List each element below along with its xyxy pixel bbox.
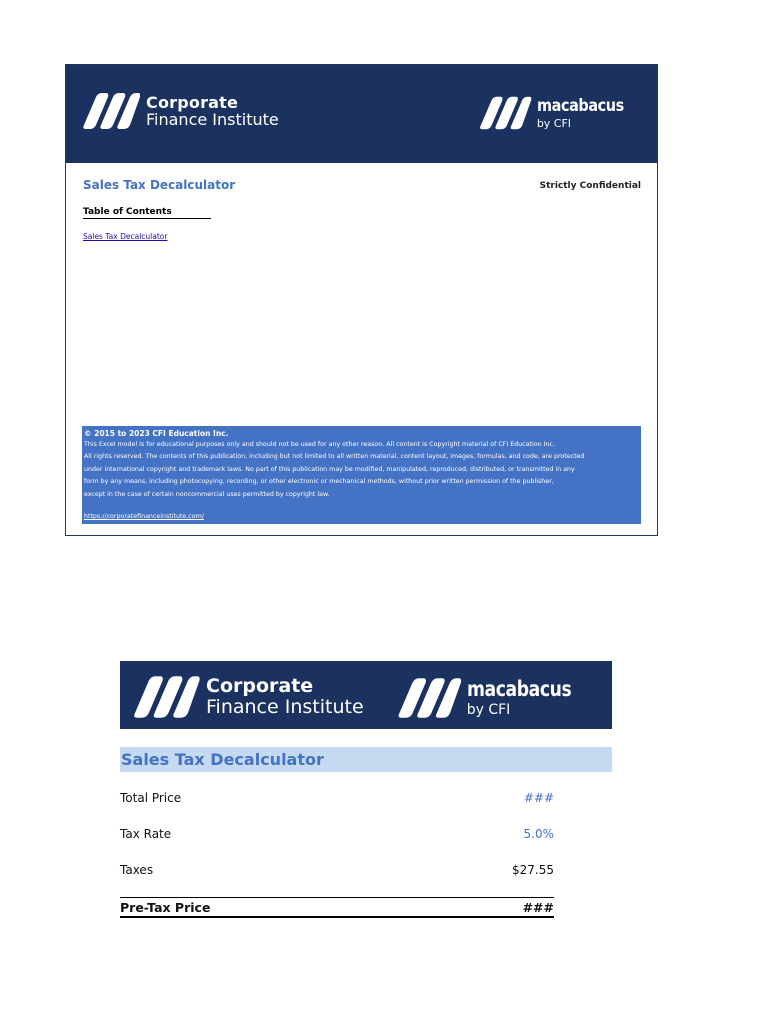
copyright-line: under international copyright and trademark laws. No part of this publication may be modified, manipulated, reproduced, distributed, or transmitted in any: [84, 465, 575, 473]
macabacus-logo: [395, 676, 594, 720]
cfi-logo: [82, 91, 279, 131]
copyright-line: form by any means, including photocopying, recording, or other electronic or mechanical methods, without prior written permission of the publisher,: [84, 478, 554, 486]
toc-link-sales-tax-decalculator[interactable]: Sales Tax Decalculator: [83, 232, 168, 241]
macabacus-stripes-icon: [477, 95, 533, 131]
cfi-logo-line1: Corporate: [146, 92, 239, 112]
taxes-value: $27.55: [512, 863, 554, 877]
copyright-footer: [82, 426, 641, 524]
tax-rate-input[interactable]: 5.0%: [523, 827, 554, 841]
tax-rate-row: [120, 827, 554, 841]
macabacus-logo-line2: by CFI: [536, 116, 572, 130]
calculator-sheet: [120, 661, 612, 921]
cfi-stripes-icon: [82, 91, 140, 131]
copyright-line: This Excel model is for educational purposes only and should not be used for any other reason. All content is Copyright material of CFI Education Inc.: [84, 441, 555, 448]
taxes-row: [120, 863, 554, 877]
pre-tax-price-row: [120, 897, 554, 918]
cfi-logo-line1: Corporate: [206, 675, 314, 697]
macabacus-logo-line1: macabacus: [466, 677, 572, 701]
cfi-logo: [132, 674, 364, 720]
macabacus-logo: [477, 95, 639, 131]
macabacus-stripes-icon: [395, 676, 463, 720]
calculator-title: Sales Tax Decalculator: [120, 747, 612, 772]
copyright-line: All rights reserved. The contents of this publication, including but not limited to all written material, content layout, images, formulas, and code, are protected: [84, 453, 585, 461]
cfi-stripes-icon: [132, 674, 200, 720]
tax-rate-label: Tax Rate: [120, 827, 172, 841]
total-price-input[interactable]: ###: [523, 791, 554, 805]
cfi-website-link[interactable]: https://corporatefinanceinstitute.com/: [84, 513, 204, 521]
cfi-logo-line2: Finance Institute: [206, 696, 364, 718]
pre-tax-price-value: ###: [522, 899, 554, 915]
toc-heading: Table of Contents: [83, 207, 211, 219]
pre-tax-price-label: Pre-Tax Price: [120, 899, 211, 915]
cover-banner: [66, 65, 657, 163]
confidentiality-label: Strictly Confidential: [539, 181, 641, 191]
cover-sheet: [65, 64, 658, 536]
copyright-line: except in the case of certain noncommercial uses permitted by copyright law.: [84, 490, 330, 498]
calculator-banner: [120, 661, 612, 729]
cfi-logo-line2: Finance Institute: [146, 109, 279, 129]
macabacus-logo-line1: macabacus: [536, 95, 624, 116]
total-price-label: Total Price: [120, 791, 182, 805]
cover-title: Sales Tax Decalculator: [83, 178, 236, 192]
taxes-label: Taxes: [120, 863, 154, 877]
copyright-heading: © 2015 to 2023 CFI Education Inc.: [84, 429, 229, 438]
total-price-row: [120, 791, 554, 805]
macabacus-logo-line2: by CFI: [466, 702, 511, 718]
